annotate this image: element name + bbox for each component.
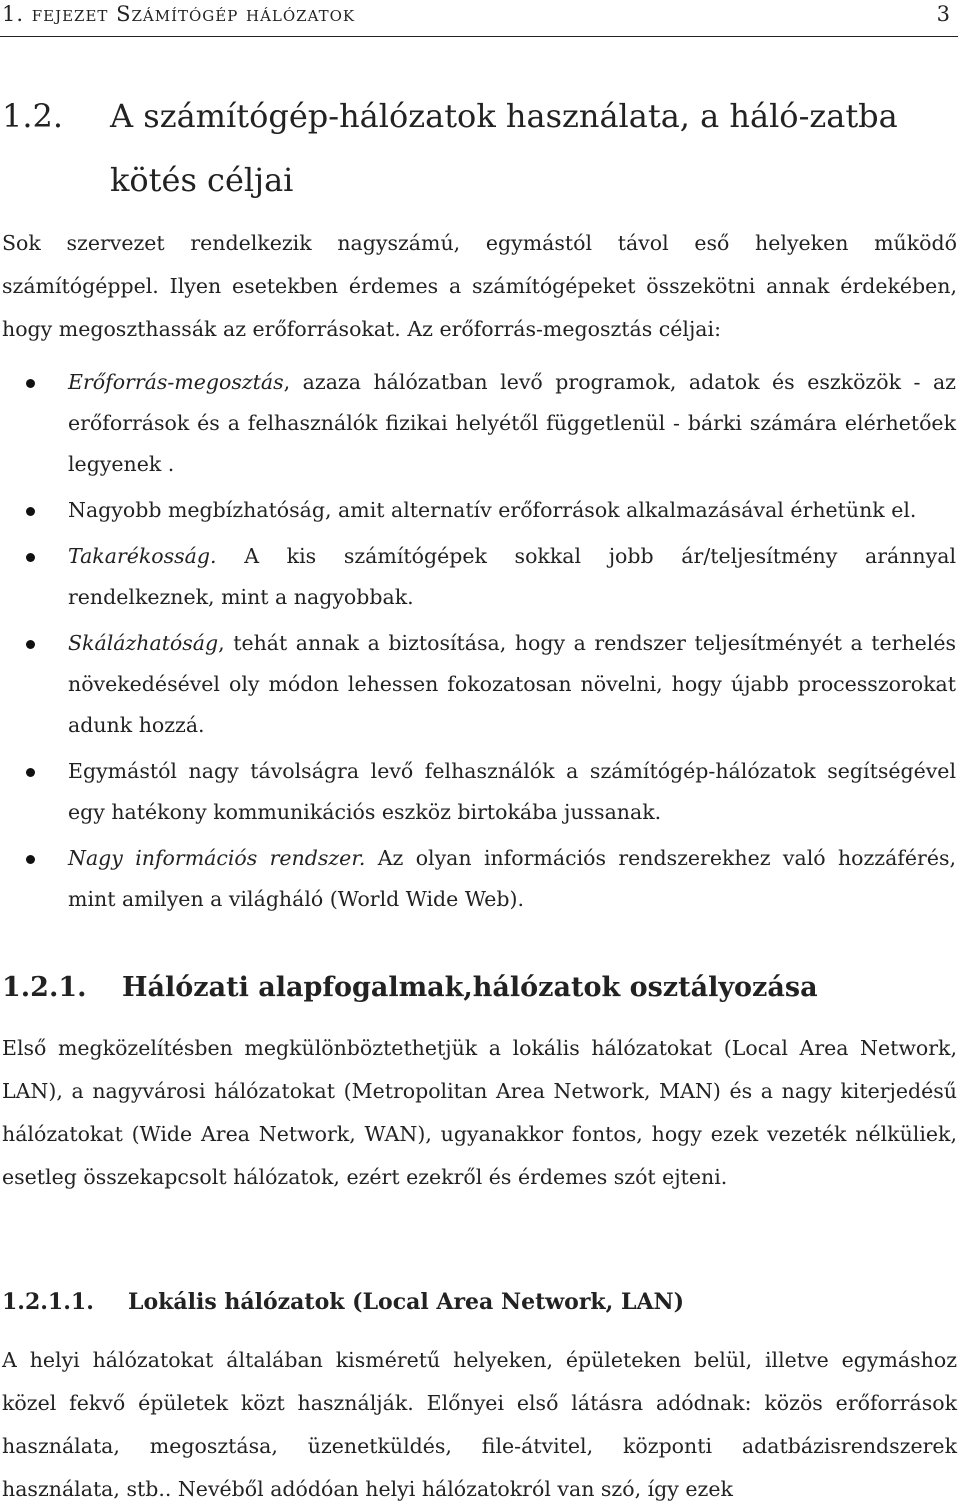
subsubsection-title: Lokális hálózatok (Local Area Network, LAN): [128, 1289, 685, 1315]
section-title: A számítógép-hálózatok használata, a háló-zatba kötés céljai: [110, 97, 898, 199]
item-text: A kis számítógépek sokkal jobb ár/teljesítmény aránnyal rendelkeznek, mint a nagyobbak.: [68, 544, 956, 609]
bullet-icon: [26, 768, 35, 777]
bullet-icon: [26, 640, 35, 649]
subsection-number: 1.2.1.: [2, 972, 87, 1003]
item-emphasis: Nagy információs rendszer.: [68, 846, 366, 870]
bullet-icon: [26, 855, 35, 864]
item-text: Nagyobb megbízhatóság, amit alternatív erőforrások alkalmazásával érhetünk el.: [68, 498, 917, 522]
list-item: [0, 490, 956, 531]
bullet-icon: [26, 553, 35, 562]
section-number: 1.2.: [2, 97, 64, 135]
subsection-heading: [2, 966, 818, 1010]
list-item: [0, 751, 956, 833]
subsubsection-number: 1.2.1.1.: [2, 1289, 94, 1315]
list-item: [0, 838, 956, 920]
item-emphasis: Takarékosság.: [68, 544, 217, 568]
intro-paragraph: Sok szervezet rendelkezik nagyszámú, egymástól távol eső helyeken működő számítógéppel. Ilyen esetekben érdemes a számítógépeket összekötni annak érdekében, hogy megoszthassák az erőforrásokat. Az erőforrás-megosztás céljai:: [2, 231, 957, 341]
goals-list: [0, 362, 960, 920]
subsection-title: Hálózati alapfogalmak,hálózatok osztályozása: [122, 972, 818, 1003]
item-text: Egymástól nagy távolságra levő felhasználók a számítógép-hálózatok segítségével egy hatékony kommunikációs eszköz birtokába jussanak.: [68, 759, 956, 824]
bullet-icon: [26, 507, 35, 516]
item-text: , tehát annak a biztosítása, hogy a rendszer teljesítményét a terhelés növekedésével oly módon lehessen fokozatosan növelni, hogy újabb processzorokat adunk hozzá.: [68, 631, 956, 737]
subsubsection-paragraph: A helyi hálózatokat általában kisméretű helyeken, épületeken belül, illetve egymáshoz közel fekvő épületek közt használják. Előnyei első látásra adódnak: közös erőforrások használata, megosztása, üzenetküldés, file-átvitel, központi adatbázisrendszerek használata, stb.. Nevéből adódóan helyi hálózatokról van szó, így ezek: [2, 1348, 957, 1501]
item-text: , azaza hálózatban levő programok, adatok és eszközök - az erőforrások és a felhasználók fizikai helyétől függetlenül - bárki számára elérhetőek legyenek .: [68, 370, 956, 476]
subsection-paragraph: Első megközelítésben megkülönböztethetjük a lokális hálózatokat (Local Area Network, LAN), a nagyvárosi hálózatokat (Metropolitan Area Network, MAN) és a nagy kiterjedésű hálózatokat (Wide Area Network, WAN), ugyanakkor fontos, hogy ezek vezeték nélküliek, esetleg összekapcsolt hálózatok, ezért ezekről és érdemes szót ejteni.: [2, 1036, 957, 1189]
list-item: [0, 536, 956, 618]
list-item: [0, 623, 956, 746]
bullet-icon: [26, 379, 35, 388]
chapter-header: 1. fejezet Számítógép hálózatok: [2, 2, 356, 26]
list-item: [0, 362, 956, 485]
page-number: 3: [936, 2, 950, 26]
running-header: [0, 0, 958, 37]
item-emphasis: Skálázhatóság: [68, 631, 219, 655]
subsubsection-heading: [2, 1282, 684, 1322]
item-emphasis: Erőforrás-megosztás: [68, 370, 284, 394]
item-text: Az olyan információs rendszerekhez való hozzáférés, mint amilyen a világháló (World Wide Web).: [68, 846, 956, 911]
